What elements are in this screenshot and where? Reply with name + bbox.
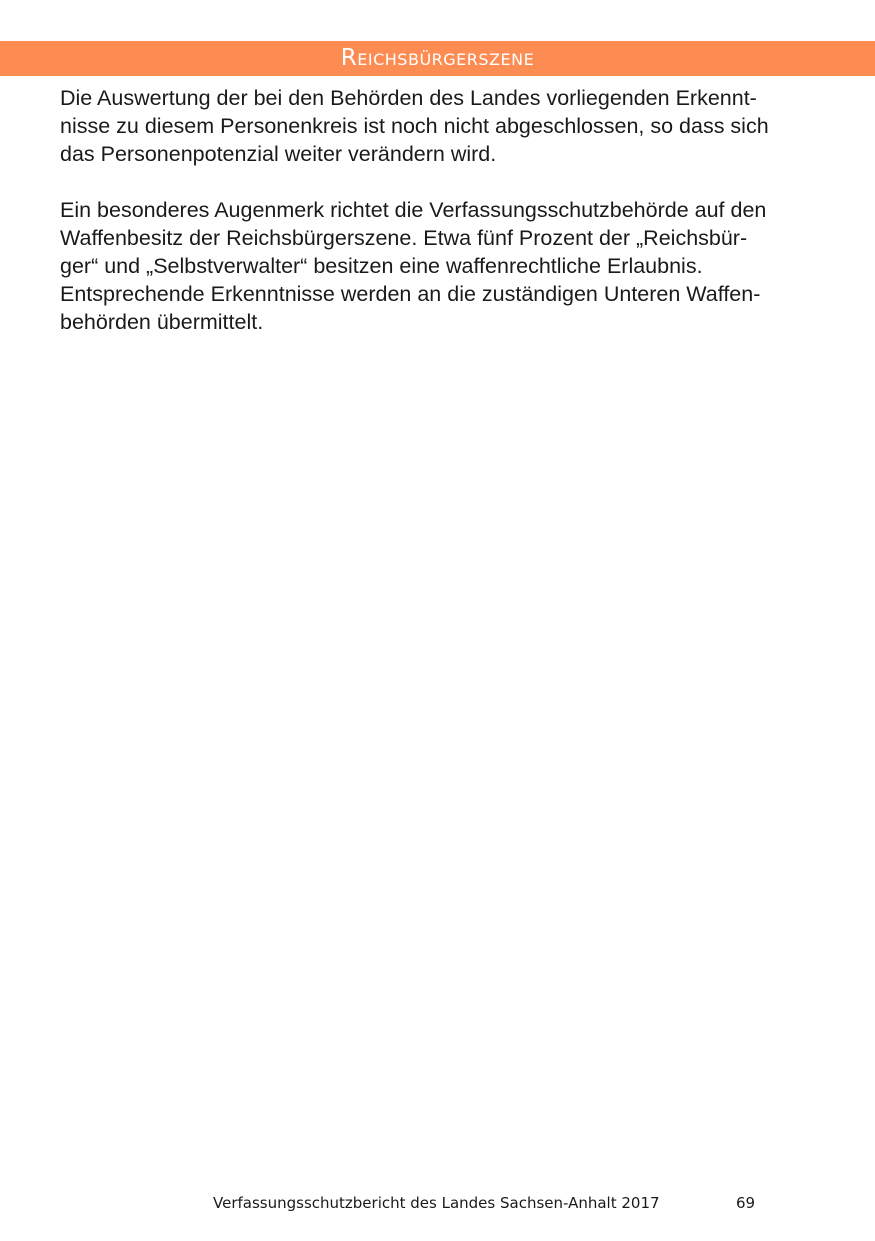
text-line: Entsprechende Erkenntnisse werden an die zuständigen Unteren Waffen- [60, 282, 761, 306]
text-line: Waffenbesitz der Reichsbürgerszene. Etwa fünf Prozent der „Reichsbür- [60, 226, 748, 250]
page-footer [0, 1194, 875, 1218]
section-header-bar [0, 41, 875, 76]
text-line: das Personenpotenzial weiter verändern wird. [60, 142, 497, 166]
page-number: 69 [736, 1194, 756, 1212]
publication-title: Verfassungsschutzbericht des Landes Sachsen-Anhalt 2017 [213, 1194, 660, 1212]
text-line: Ein besonderes Augenmerk richtet die Verfassungsschutzbehörde auf den [60, 198, 767, 222]
text-line: nisse zu diesem Personenkreis ist noch nicht abgeschlossen, so dass sich [60, 114, 769, 138]
text-line: ger“ und „Selbstverwalter“ besitzen eine waffenrechtliche Erlaubnis. [60, 254, 703, 278]
section-title: Reichsbürgerszene [340, 45, 535, 71]
paragraph [60, 84, 820, 168]
text-line: behörden übermittelt. [60, 310, 264, 334]
text-line: Die Auswertung der bei den Behörden des Landes vorliegenden Erkennt- [60, 86, 757, 110]
paragraph [60, 196, 820, 336]
main-content [60, 84, 820, 364]
